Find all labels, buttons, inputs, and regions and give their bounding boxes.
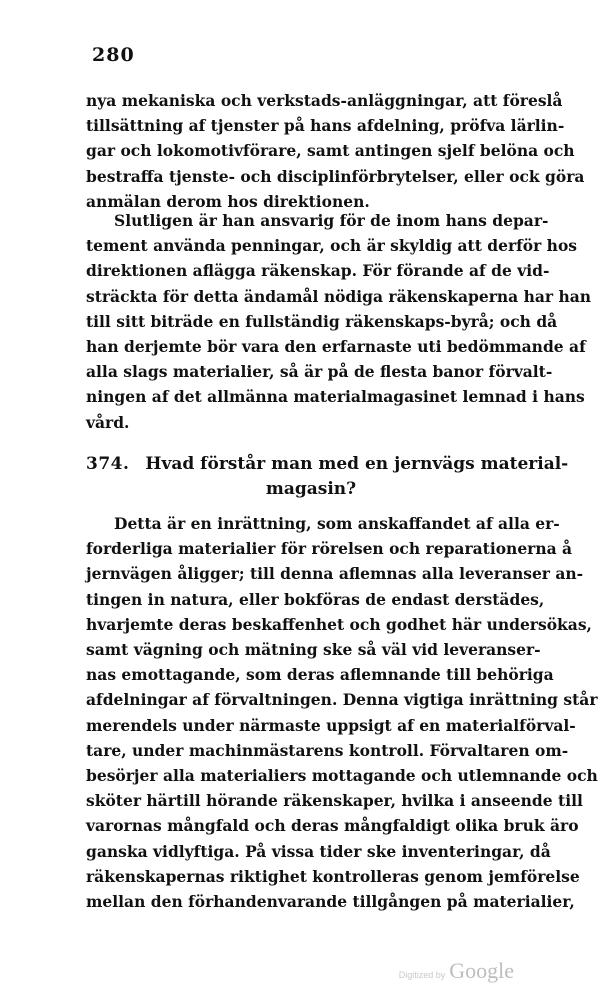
text-line: sköter härtill hörande räkenskaper, hvilka i anseende till: [86, 791, 583, 811]
text-line: han derjemte bör vara den erfarnaste uti bedömmande af: [86, 337, 586, 357]
text-line: tement använda penningar, och är skyldig att derför hos: [86, 236, 578, 256]
text-line: Detta är en inrättning, som anskaffandet af alla er-: [114, 514, 560, 533]
heading-line-2: magasin?: [265, 479, 357, 499]
text-line: direktionen aflägga räkenskap. För förande af de vid-: [86, 261, 550, 281]
digitized-watermark: [399, 958, 514, 984]
text-line: ganska vidlyftiga. På vissa tider ske inventeringar, då: [86, 841, 551, 861]
text-line: merendels under närmaste uppsigt af en materialförval-: [86, 715, 576, 735]
text-line: jernvägen åligger; till denna aflemnas alla leveranser an-: [86, 564, 584, 584]
text-line: tillsättning af tjenster på hans afdelning, pröfva lärlin-: [86, 116, 565, 136]
text-line: räkenskapernas riktighet kontrolleras genom jemförelse: [86, 866, 580, 886]
text-line: vård.: [86, 412, 130, 432]
text-line: samt vägning och mätning ske så väl vid leveranser-: [86, 640, 541, 660]
text-line: Slutligen är han ansvarig för de inom hans depar-: [114, 211, 549, 230]
text-line: till sitt biträde en fullständig räkenskaps-byrå; och då: [86, 311, 558, 331]
text-line: besörjer alla materialiers mottagande och utlemnande och: [86, 766, 598, 786]
text-line: alla slags materialier, så är på de flesta banor förvalt-: [86, 362, 553, 382]
text-line: bestraffa tjenste- och disciplinförbrytelser, eller ock göra: [86, 166, 585, 186]
text-line: forderliga materialier för rörelsen och reparationerna å: [86, 539, 573, 559]
paragraph-1: [86, 88, 585, 214]
text-line: ningen af det allmänna materialmagasinet lemnad i hans: [86, 387, 585, 407]
text-line: nya mekaniska och verkstads-anläggningar, att föreslå: [86, 91, 563, 110]
google-logo: Google: [449, 958, 514, 983]
text-line: nas emottagande, som deras aflemnande till behöriga: [86, 665, 554, 685]
text-line: mellan den förhandenvarande tillgången på materialier,: [86, 892, 575, 912]
text-line: sträckta för detta ändamål nödiga räkenskaperna har han: [86, 286, 592, 306]
text-line: hvarjemte deras beskaffenhet och godhet här undersökas,: [86, 614, 592, 634]
text-line: tingen in natura, eller bokföras de endast derstädes,: [86, 589, 545, 609]
paragraph-2: [86, 208, 592, 435]
text-line: tare, under machinmästarens kontroll. Förvaltaren om-: [86, 740, 569, 760]
paragraph-3: [86, 511, 598, 914]
heading-text: Hvad förstår man med en jernvägs material-: [145, 454, 569, 474]
section-heading: [86, 452, 569, 502]
text-line: gar och lokomotivförare, samt antingen sjelf belöna och: [86, 141, 575, 161]
text-line: anmälan derom hos direktionen.: [86, 191, 370, 211]
text-line: afdelningar af förvaltningen. Denna vigtiga inrättning står: [86, 690, 598, 710]
watermark-caption: Digitized by: [398, 970, 446, 980]
heading-line-1: [86, 452, 569, 477]
page-number: 280: [92, 44, 135, 66]
text-line: varornas mångfald och deras mångfaldigt olika bruk äro: [86, 816, 579, 836]
section-number: 374.: [86, 454, 130, 474]
